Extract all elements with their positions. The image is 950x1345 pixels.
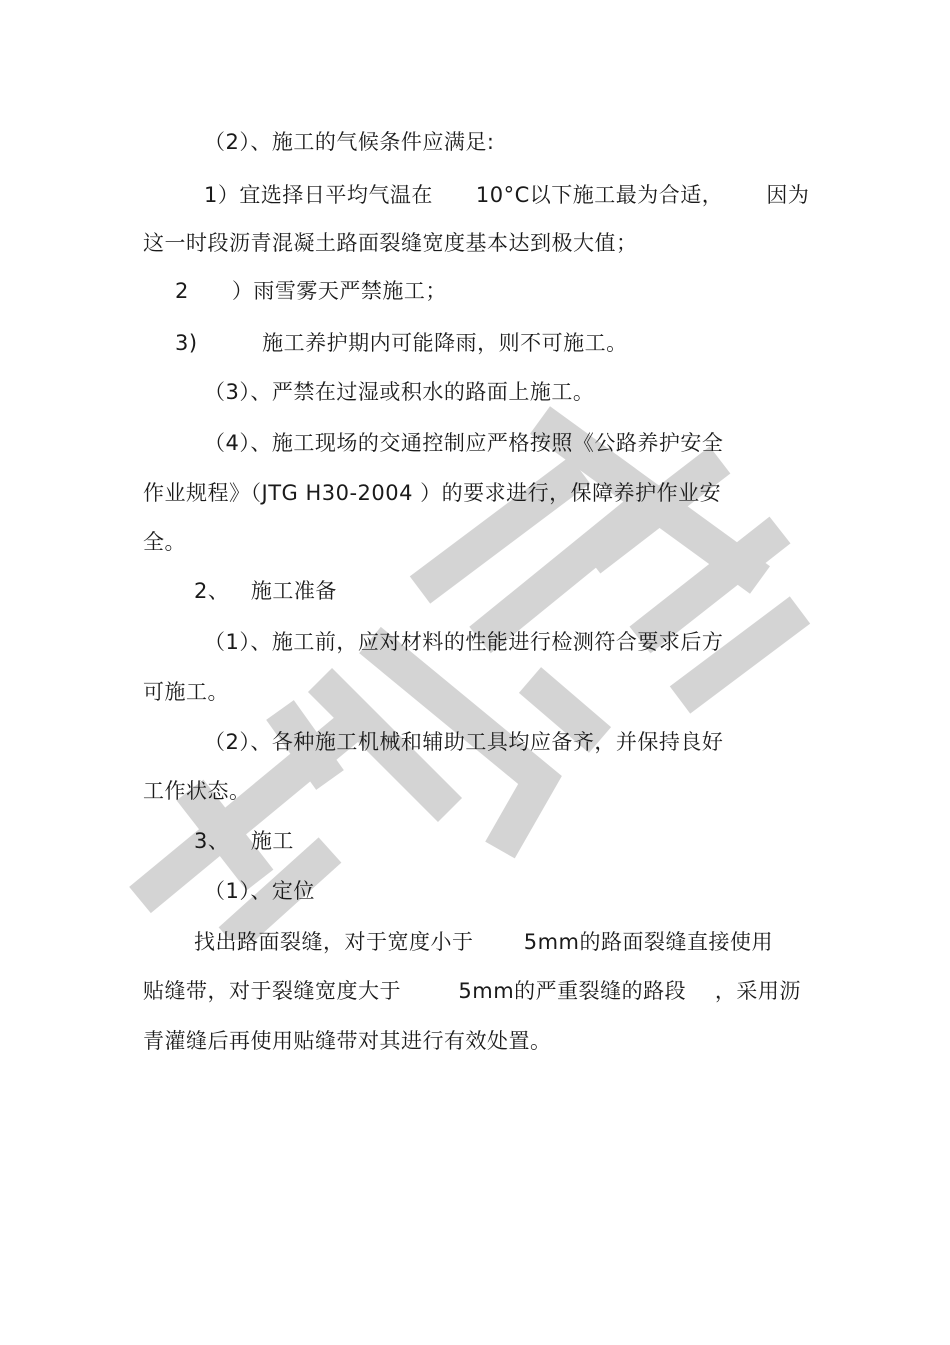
paragraph-line: 青灌缝后再使用贴缝带对其进行有效处置。 [143, 1029, 552, 1053]
section-heading: 3、 施工 [194, 829, 294, 853]
watermark [120, 380, 820, 940]
paragraph-line: 贴缝带，对于裂缝宽度大于 5mm的严重裂缝的路段 ，采用沥 [143, 979, 801, 1003]
paragraph-line: 作业规程》（JTG H30-2004 ）的要求进行，保障养护作业安 [143, 481, 722, 505]
paragraph-line: 可施工。 [143, 680, 229, 704]
paragraph-line: 3) 施工养护期内可能降雨，则不可施工。 [175, 331, 628, 355]
paragraph-line: 全。 [143, 530, 186, 554]
paragraph-line: （4）、施工现场的交通控制应严格按照《公路养护安全 [204, 431, 724, 455]
paragraph-line: 工作状态。 [143, 779, 251, 803]
paragraph-line: （1）、定位 [204, 879, 315, 903]
section-heading: 2、 施工准备 [194, 579, 337, 603]
paragraph-line: （1）、施工前，应对材料的性能进行检测符合要求后方 [204, 630, 724, 654]
paragraph-line: 2 ）雨雪雾天严禁施工； [175, 279, 447, 303]
paragraph-line: 这一时段沥青混凝土路面裂缝宽度基本达到极大值； [143, 231, 638, 255]
paragraph-line: （3）、严禁在过湿或积水的路面上施工。 [204, 380, 595, 404]
paragraph-line: （2）、施工的气候条件应满足: [204, 130, 495, 154]
paragraph-line: （2）、各种施工机械和辅助工具均应备齐，并保持良好 [204, 730, 724, 754]
paragraph-line: 找出路面裂缝，对于宽度小于 5mm的路面裂缝直接使用 [194, 930, 773, 954]
paragraph-line: 1）宜选择日平均气温在 10°C以下施工最为合适， 因为 [204, 183, 810, 207]
